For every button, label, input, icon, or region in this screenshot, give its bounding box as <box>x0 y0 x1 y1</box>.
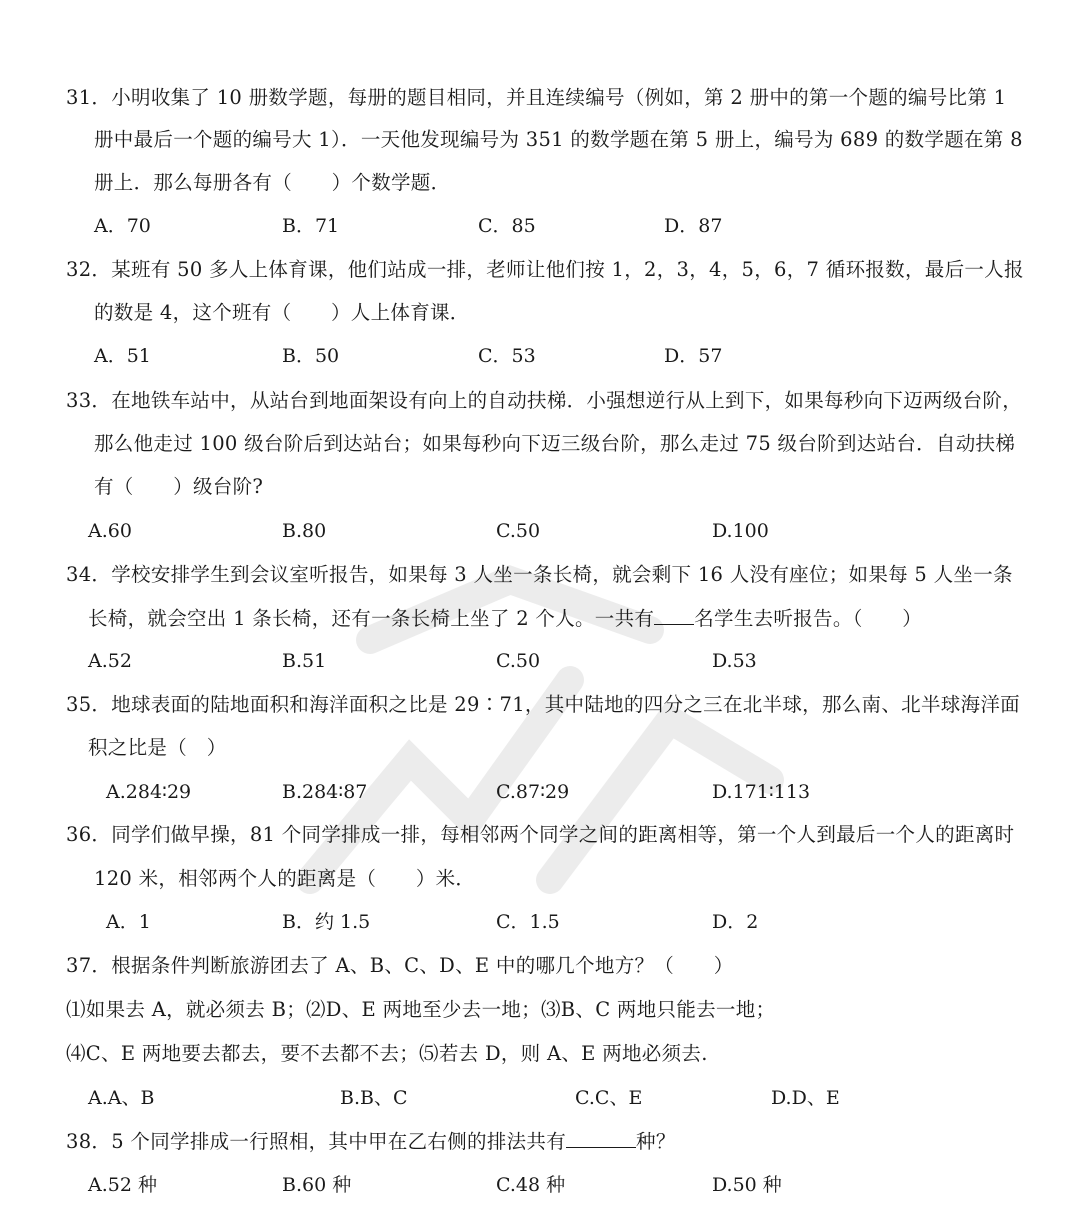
q34-line-2-tail: 名学生去听报告。（ ） <box>694 607 923 630</box>
q34-option-d: D.53 <box>712 650 757 672</box>
q33-line-1: 33．在地铁车站中，从站台到地面架设有向上的自动扶梯．小强想逆行从上到下，如果每秒向下迈两级台阶， <box>66 389 1023 412</box>
q33-option-c: C.50 <box>496 520 541 542</box>
q38-line-1-text: 38．5 个同学排成一行照相，其中甲在乙右侧的排法共有 <box>66 1130 567 1153</box>
q31-option-d: D．87 <box>664 215 723 237</box>
q31-option-c: C．85 <box>478 215 536 237</box>
q33-line-3: 有（ ）级台阶? <box>94 475 264 498</box>
q37-option-b: B.B、C <box>340 1087 408 1109</box>
q31-line-1: 31．小明收集了 10 册数学题，每册的题目相同，并且连续编号（例如，第 2 册中的第一个题的编号比第 1 <box>66 86 1007 109</box>
q38-option-d: D.50 种 <box>712 1174 782 1196</box>
q34-option-c: C.50 <box>496 650 541 672</box>
q35-line-2: 积之比是（ ） <box>88 736 227 759</box>
q32-line-1: 32．某班有 50 多人上体育课，他们站成一排，老师让他们按 1，2，3，4，5，6，7 循环报数，最后一人报 <box>66 258 1024 281</box>
q38-option-a: A.52 种 <box>88 1174 157 1196</box>
q32-line-2: 的数是 4，这个班有（ ）人上体育课． <box>94 301 470 324</box>
q37-option-d: D.D、E <box>771 1087 840 1109</box>
q37-condition-line-2: ⑷C、E 两地要去都去，要不去都不去；⑸若去 D，则 A、E 两地必须去. <box>66 1042 708 1065</box>
q36-option-c: C．1.5 <box>496 911 560 933</box>
q32-option-d: D．57 <box>664 345 723 367</box>
q37-option-c: C.C、E <box>575 1087 643 1109</box>
q31-line-3: 册上．那么每册各有（ ）个数学题． <box>94 171 451 194</box>
q31-line-2: 册中最后一个题的编号大 1）．一天他发现编号为 351 的数学题在第 5 册上，编号为 689 的数学题在第 8 <box>94 128 1023 151</box>
q37-option-a: A.A、B <box>88 1087 155 1109</box>
q38-option-c: C.48 种 <box>496 1174 566 1196</box>
q34-line-2 <box>88 604 922 633</box>
q34-option-b: B.51 <box>282 650 327 672</box>
q37-condition-line-1: ⑴如果去 A，就必须去 B；⑵D、E 两地至少去一地；⑶B、C 两地只能去一地； <box>66 998 776 1021</box>
q35-option-a: A.284∶29 <box>106 781 192 803</box>
q33-line-2: 那么他走过 100 级台阶后到达站台；如果每秒向下迈三级台阶，那么走过 75 级台阶到达站台．自动扶梯 <box>94 432 1016 455</box>
q36-option-d: D．2 <box>712 911 759 933</box>
q36-option-a: A．1 <box>106 911 151 933</box>
answer-blank <box>654 604 694 625</box>
q36-line-2: 120 米，相邻两个人的距离是（ ）米． <box>94 867 476 890</box>
q33-option-b: B.80 <box>282 520 327 542</box>
q34-line-2-text: 长椅，就会空出 1 条长椅，还有一条长椅上坐了 2 个人。一共有 <box>88 607 655 630</box>
q36-option-b: B．约 1.5 <box>282 911 371 933</box>
q36-line-1: 36．同学们做早操，81 个同学排成一排，每相邻两个同学之间的距离相等，第一个人到最后一个人的距离时 <box>66 823 1015 846</box>
q38-option-b: B.60 种 <box>282 1174 352 1196</box>
q33-option-a: A.60 <box>88 520 132 542</box>
q32-option-b: B．50 <box>282 345 340 367</box>
q35-option-b: B.284∶87 <box>282 781 368 803</box>
q37-line-1: 37．根据条件判断旅游团去了 A、B、C、D、E 中的哪几个地方？（ ） <box>66 954 734 977</box>
q31-option-a: A．70 <box>94 215 151 237</box>
q38-line-1 <box>66 1127 676 1156</box>
q34-option-a: A.52 <box>88 650 132 672</box>
q32-option-c: C．53 <box>478 345 536 367</box>
q35-option-d: D.171∶113 <box>712 781 811 803</box>
q32-option-a: A．51 <box>94 345 151 367</box>
q34-line-1: 34．学校安排学生到会议室听报告，如果每 3 人坐一条长椅，就会剩下 16 人没有座位；如果每 5 人坐一条 <box>66 563 1013 586</box>
answer-blank <box>566 1127 636 1148</box>
q33-option-d: D.100 <box>712 520 769 542</box>
q35-option-c: C.87∶29 <box>496 781 570 803</box>
q31-option-b: B．71 <box>282 215 340 237</box>
q35-line-1: 35．地球表面的陆地面积和海洋面积之比是 29∶71，其中陆地的四分之三在北半球，那么南、北半球海洋面 <box>66 693 1020 716</box>
q38-line-1-tail: 种？ <box>636 1130 676 1153</box>
